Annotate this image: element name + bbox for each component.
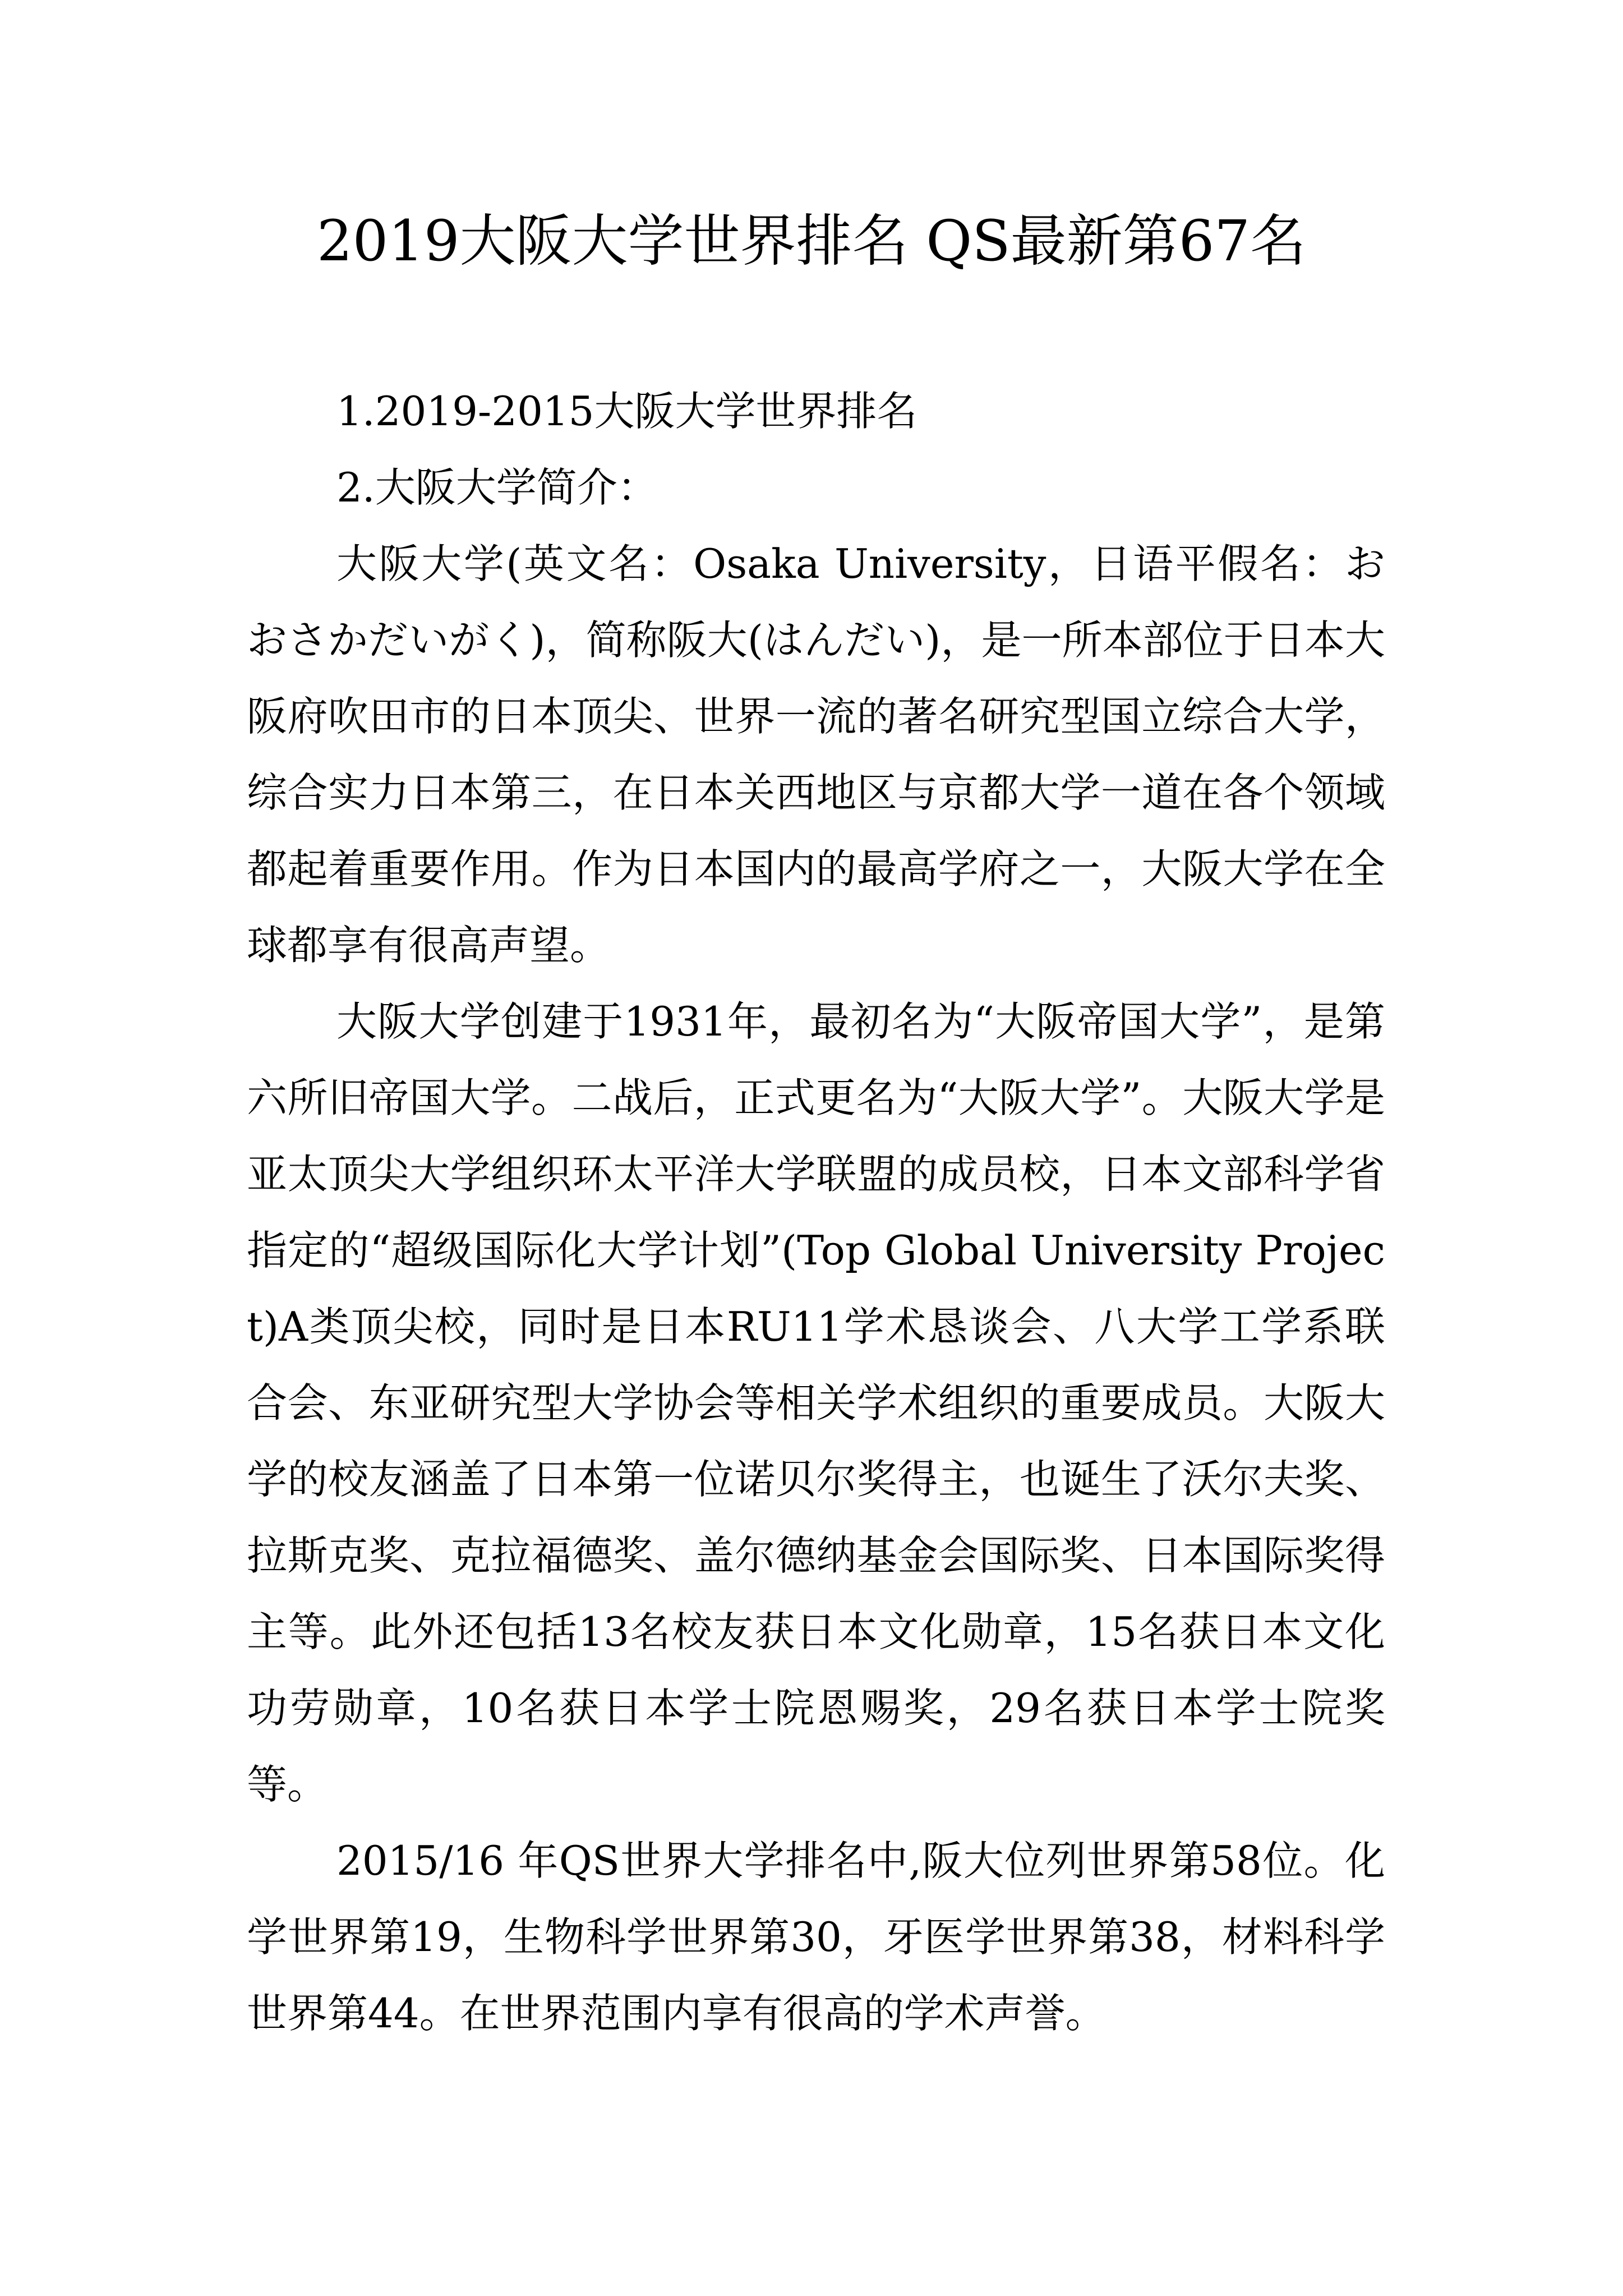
- paragraph-qs-ranking: 2015/16 年QS世界大学排名中,阪大位列世界第58位。化学世界第19，生物科学世界第30，牙医学世界第38，材料科学世界第44。在世界范围内享有很高的学术声誉。: [247, 1837, 1385, 2037]
- paragraph-history: 大阪大学创建于1931年，最初名为“大阪帝国大学”，是第六所旧帝国大学。二战后，正式更名为“大阪大学”。大阪大学是亚太顶尖大学组织环太平洋大学联盟的成员校，日本文部科学省指定的“超级国际化大学计划”(Top Global University Project)A类顶尖校，同时是日本RU11学术恳谈会、八大学工学系联合会、东亚研究型大学协会等相关学术组织的重要成员。大阪大学的校友涵盖了日本第一位诺贝尔奖得主，也诞生了沃尔夫奖、拉斯克奖、克拉福德奖、盖尔德纳基金会国际奖、日本国际奖得主等。此外还包括13名校友获日本文化勋章，15名获日本文化功劳勋章，10名获日本学士院恩赐奖，29名获日本学士院奖等。: [247, 998, 1385, 1808]
- page-title: 2019大阪大学世界排名 QS最新第67名: [316, 208, 1306, 274]
- paragraph-overview: 大阪大学(英文名：Osaka University，日语平假名：おおさかだいがく)，简称阪大(はんだい)，是一所本部位于日本大阪府吹田市的日本顶尖、世界一流的著名研究型国立综合大学，综合实力日本第三，在日本关西地区与京都大学一道在各个领域都起着重要作用。作为日本国内的最高学府之一，大阪大学在全球都享有很高声望。: [247, 540, 1385, 969]
- document-body: [247, 373, 1385, 2051]
- list-item-introduction: 2.大阪大学简介：: [336, 464, 658, 511]
- list-item-rankings: 1.2019-2015大阪大学世界排名: [336, 388, 917, 435]
